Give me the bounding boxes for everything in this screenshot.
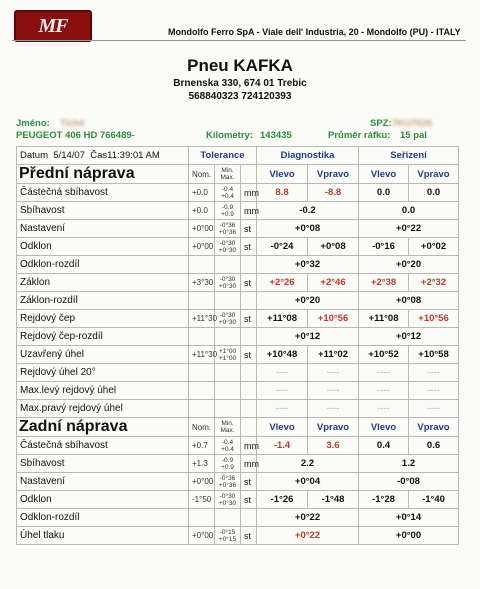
date-cell: Datum 5/14/07 Čas11:39:01 AM <box>17 147 189 165</box>
row-label: Sbíhavost <box>17 202 189 220</box>
adj-left-value: +10°52 <box>359 346 409 364</box>
diag-left-value: ---- <box>257 364 308 382</box>
tolerance-range <box>215 491 241 509</box>
unit-header <box>241 165 257 184</box>
diag-right-value: ---- <box>308 382 359 400</box>
adj-left-header: Vlevo <box>359 165 409 184</box>
diag-left-value: -1.4 <box>257 437 308 455</box>
diag-combined-value: -0.2 <box>257 202 359 220</box>
row-label: Rejdový úhel 20° <box>17 364 189 382</box>
nominal-value: +11°30 <box>189 346 215 364</box>
tolerance-min: -0°30 <box>219 239 236 247</box>
nominal-value: +0.7 <box>189 437 215 455</box>
adj-right-value: 0.0 <box>409 184 459 202</box>
nominal-value: +0°00 <box>189 527 215 545</box>
unit: st <box>241 310 257 328</box>
tolerance-max: +0°15 <box>218 535 237 543</box>
nominal-value <box>189 364 215 382</box>
tolerance-min: -0°36 <box>219 221 236 229</box>
table-row <box>17 328 459 346</box>
unit <box>241 292 257 310</box>
adj-combined-value: -0°08 <box>359 473 459 491</box>
spz-value: 7KU7626 <box>392 118 433 129</box>
tolerance-min: -0°36 <box>219 474 236 482</box>
adj-right-value: 0.6 <box>409 437 459 455</box>
row-label: Sbíhavost <box>17 455 189 473</box>
diag-right-header: Vpravo <box>308 418 359 437</box>
adj-combined-value: +0°20 <box>359 256 459 274</box>
unit-header <box>241 418 257 437</box>
km-value: 143435 <box>260 130 292 141</box>
shop-block <box>0 56 480 102</box>
row-label: Odklon-rozdíl <box>17 256 189 274</box>
tolerance-range <box>215 292 241 310</box>
tolerance-range <box>215 238 241 256</box>
rim-value: 15 pal <box>400 130 427 141</box>
row-label: Rejdový čep-rozdíl <box>17 328 189 346</box>
tolerance-header: Tolerance <box>189 147 257 165</box>
nominal-value <box>189 256 215 274</box>
spz-label: SPZ: <box>370 118 392 129</box>
adj-left-value: +11°08 <box>359 310 409 328</box>
adj-combined-value: +0°14 <box>359 509 459 527</box>
diag-combined-value: +0°12 <box>257 328 359 346</box>
table-row <box>17 184 459 202</box>
row-label: Částečná sbíhavost <box>17 184 189 202</box>
row-label: Záklon <box>17 274 189 292</box>
nominal-value: +0.0 <box>189 184 215 202</box>
diag-combined-value: 2.2 <box>257 455 359 473</box>
customer-name-label: Jméno: <box>16 118 50 129</box>
table-row <box>17 292 459 310</box>
adj-right-value: ---- <box>409 400 459 418</box>
tolerance-min: -0°30 <box>219 275 236 283</box>
row-label: Max.pravý rejdový úhel <box>17 400 189 418</box>
unit <box>241 256 257 274</box>
diag-left-value: ---- <box>257 382 308 400</box>
row-label: Nastavení <box>17 473 189 491</box>
adj-combined-value: +0°08 <box>359 292 459 310</box>
adj-combined-value: 0.0 <box>359 202 459 220</box>
row-label: Nastavení <box>17 220 189 238</box>
nominal-value: +3°30 <box>189 274 215 292</box>
date-value: 5/14/07 <box>53 150 85 161</box>
diag-left-header: Vlevo <box>257 418 308 437</box>
table-row <box>17 509 459 527</box>
tolerance-max: +0°36 <box>218 481 237 489</box>
unit: mm <box>241 437 257 455</box>
diag-right-value: +2°46 <box>308 274 359 292</box>
table-row <box>17 473 459 491</box>
adj-right-value: ---- <box>409 382 459 400</box>
unit <box>241 364 257 382</box>
table-row <box>17 527 459 545</box>
adj-left-header: Vlevo <box>359 418 409 437</box>
diag-left-value: +2°26 <box>257 274 308 292</box>
row-label: Odklon <box>17 491 189 509</box>
mf-logo <box>14 10 92 42</box>
company-address: Mondolfo Ferro SpA - Viale dell' Industria, 20 - Mondolfo (PU) - ITALY <box>168 27 461 37</box>
unit: st <box>241 346 257 364</box>
tolerance-min: -0.4 <box>221 438 234 446</box>
adj-left-value: ---- <box>359 382 409 400</box>
unit <box>241 509 257 527</box>
logo-text: MF <box>38 14 68 37</box>
diag-left-value: +11°08 <box>257 310 308 328</box>
shop-phones: 568840323 724120393 <box>188 91 292 102</box>
diag-left-value: -1°26 <box>257 491 308 509</box>
tolerance-max: +0.4 <box>221 192 234 200</box>
diag-left-value: ---- <box>257 400 308 418</box>
vehicle-info <box>16 116 458 146</box>
meta-row <box>17 147 459 165</box>
nominal-value: +0.0 <box>189 202 215 220</box>
adj-right-value: ---- <box>409 364 459 382</box>
adjustment-header: Seřízení <box>359 147 459 165</box>
adj-right-header: Vpravo <box>409 165 459 184</box>
tolerance-min: -0.4 <box>221 185 234 193</box>
tolerance-min: -0°30 <box>219 492 236 500</box>
tolerance-range <box>215 364 241 382</box>
row-label: Max.levý rejdový úhel <box>17 382 189 400</box>
tolerance-min: -0.9 <box>221 203 234 211</box>
tolerance-range <box>215 382 241 400</box>
nominal-value: +11°30 <box>189 310 215 328</box>
nominal-value <box>189 292 215 310</box>
tolerance-min: +1°00 <box>218 347 237 355</box>
unit <box>241 382 257 400</box>
adj-combined-value: 1.2 <box>359 455 459 473</box>
diag-combined-value: +0°04 <box>257 473 359 491</box>
table-row <box>17 455 459 473</box>
customer-name-value: Tiché <box>60 118 85 129</box>
tolerance-range <box>215 346 241 364</box>
rear-axle-header <box>17 418 459 437</box>
vehicle-model: PEUGEOT 406 HD 766489- <box>16 130 135 141</box>
tolerance-max: +0°30 <box>218 499 237 507</box>
diag-right-value: ---- <box>308 400 359 418</box>
nominal-value: +0°00 <box>189 220 215 238</box>
tolerance-max: +0.9 <box>221 463 234 471</box>
unit <box>241 400 257 418</box>
tolerance-min: -0.9 <box>221 456 234 464</box>
tolerance-max: +0°30 <box>218 246 237 254</box>
diag-combined-value: +0°20 <box>257 292 359 310</box>
diag-combined-value: +0°32 <box>257 256 359 274</box>
unit <box>241 328 257 346</box>
diag-right-value: -8.8 <box>308 184 359 202</box>
adj-left-value: -1°28 <box>359 491 409 509</box>
table-row <box>17 220 459 238</box>
nom-header: Nom. <box>189 165 215 184</box>
diag-left-value: +10°48 <box>257 346 308 364</box>
min-label: Min. <box>221 167 234 174</box>
diag-right-header: Vpravo <box>308 165 359 184</box>
tolerance-max: +1°00 <box>218 354 237 362</box>
table-row <box>17 437 459 455</box>
adj-right-value: +0°02 <box>409 238 459 256</box>
adj-right-value: -1°40 <box>409 491 459 509</box>
diag-right-value: 3.6 <box>308 437 359 455</box>
adj-right-value: +10°56 <box>409 310 459 328</box>
diagnostics-header: Diagnostika <box>257 147 359 165</box>
tolerance-range <box>215 455 241 473</box>
adj-left-value: 0.4 <box>359 437 409 455</box>
front-axle-header <box>17 165 459 184</box>
nominal-value: -1°50 <box>189 491 215 509</box>
nominal-value: +1.3 <box>189 455 215 473</box>
diag-right-value: -1°48 <box>308 491 359 509</box>
unit: st <box>241 473 257 491</box>
adj-left-value: +2°38 <box>359 274 409 292</box>
tolerance-range <box>215 527 241 545</box>
tolerance-range <box>215 400 241 418</box>
nominal-value <box>189 328 215 346</box>
diag-right-value: +0°08 <box>308 238 359 256</box>
adj-combined-value: +0°12 <box>359 328 459 346</box>
adj-left-value: ---- <box>359 400 409 418</box>
row-label: Odklon-rozdíl <box>17 509 189 527</box>
tolerance-range <box>215 328 241 346</box>
front-axle-title: Přední náprava <box>17 165 189 184</box>
tolerance-min: -0°15 <box>219 528 236 536</box>
tolerance-range <box>215 310 241 328</box>
header-divider <box>12 40 466 41</box>
unit: mm <box>241 455 257 473</box>
table-row <box>17 238 459 256</box>
alignment-table <box>16 146 459 545</box>
row-label: Uzavřený úhel <box>17 346 189 364</box>
tolerance-max: +0.4 <box>221 445 234 453</box>
tolerance-range <box>215 437 241 455</box>
rear-axle-title: Zadní náprava <box>17 418 189 437</box>
tolerance-max: +0°30 <box>218 318 237 326</box>
table-row <box>17 382 459 400</box>
tolerance-range <box>215 202 241 220</box>
nominal-value <box>189 382 215 400</box>
min-max-header <box>215 418 241 437</box>
adj-left-value: 0.0 <box>359 184 409 202</box>
nominal-value <box>189 509 215 527</box>
max-label: Max. <box>220 427 235 434</box>
unit: st <box>241 491 257 509</box>
unit: st <box>241 274 257 292</box>
diag-left-header: Vlevo <box>257 165 308 184</box>
tolerance-range <box>215 274 241 292</box>
nom-header: Nom. <box>189 418 215 437</box>
adj-left-value: ---- <box>359 364 409 382</box>
adj-combined-value: +0°22 <box>359 220 459 238</box>
table-row <box>17 364 459 382</box>
unit: st <box>241 527 257 545</box>
table-row <box>17 310 459 328</box>
unit: mm <box>241 202 257 220</box>
adj-combined-value: +0°00 <box>359 527 459 545</box>
adj-right-header: Vpravo <box>409 418 459 437</box>
tolerance-range <box>215 473 241 491</box>
tolerance-max: +0°30 <box>218 282 237 290</box>
row-label: Odklon <box>17 238 189 256</box>
diag-combined-value: +0°22 <box>257 509 359 527</box>
min-label: Min. <box>221 420 234 427</box>
tolerance-min: -0°30 <box>219 311 236 319</box>
diag-right-value: ---- <box>308 364 359 382</box>
diag-combined-value: +0°22 <box>257 527 359 545</box>
diag-right-value: +11°02 <box>308 346 359 364</box>
shop-name: Pneu KAFKA <box>187 56 293 75</box>
nominal-value <box>189 400 215 418</box>
rim-label: Průměr ráfku: <box>328 130 391 141</box>
table-row <box>17 400 459 418</box>
row-label: Úhel tlaku <box>17 527 189 545</box>
tolerance-range <box>215 220 241 238</box>
adj-left-value: -0°16 <box>359 238 409 256</box>
table-row <box>17 256 459 274</box>
row-label: Částečná sbíhavost <box>17 437 189 455</box>
tolerance-range <box>215 256 241 274</box>
adj-right-value: +2°32 <box>409 274 459 292</box>
unit: st <box>241 220 257 238</box>
table-row <box>17 202 459 220</box>
table-row <box>17 346 459 364</box>
unit: mm <box>241 184 257 202</box>
diag-left-value: 8.8 <box>257 184 308 202</box>
tolerance-max: +0.9 <box>221 210 234 218</box>
time-value: 11:39:01 AM <box>107 150 160 161</box>
nominal-value: +0°00 <box>189 473 215 491</box>
tolerance-range <box>215 509 241 527</box>
row-label: Rejdový čep <box>17 310 189 328</box>
diag-right-value: +10°56 <box>308 310 359 328</box>
table-row <box>17 491 459 509</box>
shop-address: Brnenska 330, 674 01 Trebic <box>173 78 307 89</box>
max-label: Max. <box>220 174 235 181</box>
diag-left-value: -0°24 <box>257 238 308 256</box>
km-label: Kilometry: <box>206 130 253 141</box>
tolerance-max: +0°36 <box>218 228 237 236</box>
tolerance-range <box>215 184 241 202</box>
unit: st <box>241 238 257 256</box>
nominal-value: +0°00 <box>189 238 215 256</box>
table-row <box>17 274 459 292</box>
min-max-header <box>215 165 241 184</box>
row-label: Záklon-rozdíl <box>17 292 189 310</box>
diag-combined-value: +0°08 <box>257 220 359 238</box>
adj-right-value: +10°58 <box>409 346 459 364</box>
